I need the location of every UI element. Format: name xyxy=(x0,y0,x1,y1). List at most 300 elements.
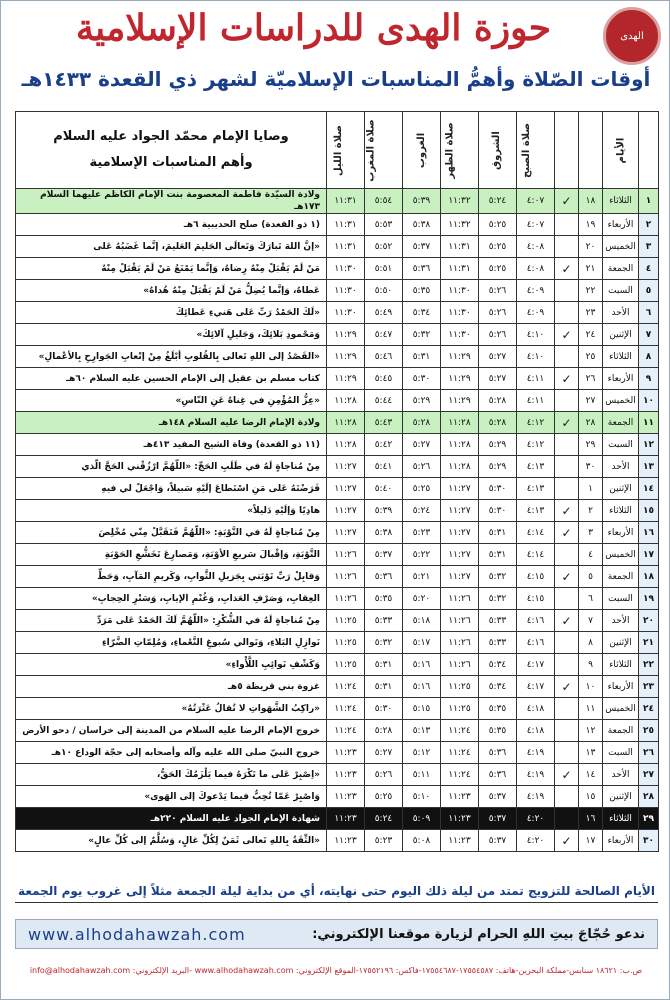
event-text: وَمَحْمودِ بَلائِكَ، وَجَليلِ آلائِكَ» xyxy=(16,324,327,346)
dhuhr-time: ١١:٢٦ xyxy=(441,632,479,654)
weekday: الجمعة xyxy=(603,258,639,280)
sunrise-time: ٥:٢٨ xyxy=(479,412,517,434)
event-text: كتاب مسلم بن عقيل إلى الإمام الحسين عليه السلام ٦٠هـ xyxy=(16,368,327,390)
maghrib-time: ٥:٣٩ xyxy=(365,500,403,522)
dhuhr-time: ١١:٢٥ xyxy=(441,698,479,720)
sunset-time: ٥:٣٠ xyxy=(403,368,441,390)
sunrise-time: ٥:٢٨ xyxy=(479,390,517,412)
weekday: الأحد xyxy=(603,456,639,478)
sunset-time: ٥:٣٩ xyxy=(403,189,441,214)
gregorian-day: ٢٥ xyxy=(579,346,603,368)
gregorian-day: ٨ xyxy=(579,632,603,654)
fajr-time: ٤:٠٩ xyxy=(517,280,555,302)
fajr-time: ٤:٠٨ xyxy=(517,258,555,280)
gregorian-day: ٣٠ xyxy=(579,456,603,478)
table-row xyxy=(16,368,659,390)
sunrise-time: ٥:٢٥ xyxy=(479,214,517,236)
month-day: ٨ xyxy=(639,346,659,368)
good-day-check xyxy=(555,544,579,566)
sunset-time: ٥:١٦ xyxy=(403,676,441,698)
table-row xyxy=(16,434,659,456)
weekday: الأربعاء xyxy=(603,214,639,236)
gregorian-day: ١٧ xyxy=(579,830,603,852)
gregorian-day: ١ xyxy=(579,478,603,500)
maghrib-time: ٥:٣٦ xyxy=(365,566,403,588)
dhuhr-time: ١١:٢٣ xyxy=(441,808,479,830)
table-row xyxy=(16,544,659,566)
sunrise-time: ٥:٣٣ xyxy=(479,610,517,632)
gregorian-day: ٢٩ xyxy=(579,434,603,456)
sunrise-time: ٥:٢٥ xyxy=(479,258,517,280)
month-day: ١٥ xyxy=(639,500,659,522)
good-day-check: ✓ xyxy=(555,189,579,214)
night-prayer-time: ١١:٣٠ xyxy=(327,280,365,302)
night-prayer-time: ١١:٢٣ xyxy=(327,830,365,852)
dhuhr-time: ١١:٢٤ xyxy=(441,764,479,786)
gregorian-day: ١٤ xyxy=(579,764,603,786)
dhuhr-time: ١١:٢٦ xyxy=(441,610,479,632)
night-prayer-time: ١١:٣١ xyxy=(327,189,365,214)
good-day-check xyxy=(555,434,579,456)
night-prayer-time: ١١:٢٨ xyxy=(327,434,365,456)
sunrise-time: ٥:٢٧ xyxy=(479,346,517,368)
fajr-time: ٤:٠٩ xyxy=(517,302,555,324)
event-text: ولادة الإمام الرضا عليه السلام ١٤٨هـ xyxy=(16,412,327,434)
sunset-time: ٥:٢٢ xyxy=(403,544,441,566)
gregorian-day: ١٠ xyxy=(579,676,603,698)
dhuhr-time: ١١:٢٤ xyxy=(441,720,479,742)
maghrib-time: ٥:٥٣ xyxy=(365,214,403,236)
dhuhr-time: ١١:٣٠ xyxy=(441,324,479,346)
good-day-check xyxy=(555,588,579,610)
table-row xyxy=(16,214,659,236)
weekday: الجمعة xyxy=(603,566,639,588)
weekday: الجمعة xyxy=(603,720,639,742)
dhuhr-time: ١١:٣٢ xyxy=(441,189,479,214)
fajr-time: ٤:٠٨ xyxy=(517,236,555,258)
sunrise-time: ٥:٣٦ xyxy=(479,764,517,786)
night-prayer-time: ١١:٢٣ xyxy=(327,764,365,786)
maghrib-time: ٥:٣٧ xyxy=(365,544,403,566)
gregorian-day: ٢٣ xyxy=(579,302,603,324)
fajr-time: ٤:١٨ xyxy=(517,720,555,742)
month-day: ٢٦ xyxy=(639,742,659,764)
description-header-line2: وأهم المناسبات الإسلامية xyxy=(89,155,253,170)
sunset-time: ٥:١٢ xyxy=(403,742,441,764)
night-prayer-time: ١١:٢٥ xyxy=(327,632,365,654)
good-day-check xyxy=(555,808,579,830)
fajr-time: ٤:١٣ xyxy=(517,478,555,500)
good-day-check xyxy=(555,698,579,720)
table-row xyxy=(16,566,659,588)
maghrib-time: ٥:٣٨ xyxy=(365,522,403,544)
table-row xyxy=(16,390,659,412)
table-row xyxy=(16,720,659,742)
month-day: ٢٧ xyxy=(639,764,659,786)
night-prayer-time: ١١:٢٤ xyxy=(327,698,365,720)
gregorian-day: ٢٠ xyxy=(579,236,603,258)
fajr-time: ٤:١٠ xyxy=(517,346,555,368)
prayer-table-wrap xyxy=(15,111,658,852)
night-prayer-time: ١١:٣١ xyxy=(327,214,365,236)
month-day: ١٣ xyxy=(639,456,659,478)
fajr-time: ٤:١٤ xyxy=(517,544,555,566)
night-prayer-time: ١١:٢٨ xyxy=(327,412,365,434)
gregorian-day: ٢١ xyxy=(579,258,603,280)
event-text: نَوازِلِ البَلاءِ، وَتَوالي سُبوغِ النَّعْماءِ، وَمُلِمّاتِ الضَّرّاءِ xyxy=(16,632,327,654)
fajr-time: ٤:١١ xyxy=(517,368,555,390)
weekday: الخميس xyxy=(603,236,639,258)
good-day-check xyxy=(555,478,579,500)
event-text: «القَصْدُ إلى اللهِ تَعالى بِالقُلوبِ أبْلَغُ مِنْ إتْعابِ الجَوارِحِ بِالأعْمالِ» xyxy=(16,346,327,368)
dhuhr-time: ١١:٢٧ xyxy=(441,478,479,500)
col-fajr: صلاة الصبح xyxy=(517,112,555,189)
good-day-check: ✓ xyxy=(555,610,579,632)
good-day-check xyxy=(555,390,579,412)
weekday: الأربعاء xyxy=(603,676,639,698)
maghrib-time: ٥:٥٤ xyxy=(365,189,403,214)
gregorian-day: ٤ xyxy=(579,544,603,566)
table-body xyxy=(16,189,659,852)
sunset-time: ٥:٢١ xyxy=(403,566,441,588)
sunrise-time: ٥:٣٢ xyxy=(479,566,517,588)
maghrib-time: ٥:٤٣ xyxy=(365,412,403,434)
table-row xyxy=(16,324,659,346)
table-row xyxy=(16,764,659,786)
page-title: أوقات الصّلاة وأهمُّ المناسبات الإسلاميّة لشهر ذي القعدة ١٤٣٣هـ xyxy=(21,67,651,91)
col-description xyxy=(16,112,327,189)
dhuhr-time: ١١:٢٨ xyxy=(441,434,479,456)
event-text: وَاصْبِرْ عَمّا تُحِبُّ فيما يَدْعوكَ إلى الهَوى» xyxy=(16,786,327,808)
col-month-day xyxy=(639,112,659,189)
gregorian-day: ٩ xyxy=(579,654,603,676)
night-prayer-time: ١١:٢٩ xyxy=(327,324,365,346)
event-text: وَكَشْفِ نَوائِبِ اللَّأْواءِ» xyxy=(16,654,327,676)
dhuhr-time: ١١:٣٠ xyxy=(441,302,479,324)
col-weekday: الأيام xyxy=(603,112,639,189)
weekday: الجمعة xyxy=(603,412,639,434)
table-row xyxy=(16,676,659,698)
sunrise-time: ٥:٢٩ xyxy=(479,456,517,478)
maghrib-time: ٥:٢٥ xyxy=(365,786,403,808)
gregorian-day: ١١ xyxy=(579,698,603,720)
maghrib-time: ٥:٢٣ xyxy=(365,830,403,852)
night-prayer-time: ١١:٣٠ xyxy=(327,258,365,280)
maghrib-time: ٥:٥٠ xyxy=(365,280,403,302)
weekday: الأربعاء xyxy=(603,522,639,544)
fajr-time: ٤:١٣ xyxy=(517,500,555,522)
sunrise-time: ٥:٣٠ xyxy=(479,478,517,500)
good-day-check xyxy=(555,654,579,676)
good-day-check: ✓ xyxy=(555,522,579,544)
good-day-check: ✓ xyxy=(555,566,579,588)
table-row xyxy=(16,302,659,324)
night-prayer-time: ١١:٢٣ xyxy=(327,786,365,808)
sunset-time: ٥:٢٩ xyxy=(403,390,441,412)
maghrib-time: ٥:٥٢ xyxy=(365,236,403,258)
gregorian-day: ٧ xyxy=(579,610,603,632)
col-good-days xyxy=(555,112,579,189)
event-text: مَنْ لَمْ يَقْبَلْ مِنْهُ رِضاهُ، وَإنَّما يَمْنَعُ مَنْ لَمْ يَقْبَلْ مِنْهُ xyxy=(16,258,327,280)
night-prayer-time: ١١:٢٧ xyxy=(327,456,365,478)
website-link[interactable]: www.alhodahawzah.com xyxy=(28,924,246,944)
event-text: (١ ذو القعدة) صلح الحديبية ٦هـ xyxy=(16,214,327,236)
night-prayer-time: ١١:٢٤ xyxy=(327,676,365,698)
month-day: ١ xyxy=(639,189,659,214)
weekday: الإثنين xyxy=(603,478,639,500)
night-prayer-time: ١١:٣٠ xyxy=(327,302,365,324)
table-row xyxy=(16,236,659,258)
month-day: ١٩ xyxy=(639,588,659,610)
table-row xyxy=(16,742,659,764)
sunset-time: ٥:٢٦ xyxy=(403,456,441,478)
fajr-time: ٤:١٩ xyxy=(517,742,555,764)
event-text: «الثِّقَةُ بِاللهِ تَعالى ثَمَنٌ لِكُلِّ غالٍ، وَسُلَّمٌ إلى كُلِّ عالٍ» xyxy=(16,830,327,852)
sunset-time: ٥:١٣ xyxy=(403,720,441,742)
night-prayer-time: ١١:٢٦ xyxy=(327,544,365,566)
month-day: ٢٤ xyxy=(639,698,659,720)
fajr-time: ٤:١٥ xyxy=(517,566,555,588)
maghrib-time: ٥:٤٦ xyxy=(365,346,403,368)
gregorian-day: ٢٤ xyxy=(579,324,603,346)
sunset-time: ٥:١٦ xyxy=(403,654,441,676)
fajr-time: ٤:١١ xyxy=(517,390,555,412)
maghrib-time: ٥:٤١ xyxy=(365,456,403,478)
col-sunset: الغروب xyxy=(403,112,441,189)
good-day-check xyxy=(555,720,579,742)
sunset-time: ٥:٣٨ xyxy=(403,214,441,236)
fajr-time: ٤:١٧ xyxy=(517,676,555,698)
gregorian-day: ١٢ xyxy=(579,720,603,742)
fajr-time: ٤:٠٧ xyxy=(517,214,555,236)
month-day: ١١ xyxy=(639,412,659,434)
sunset-time: ٥:٢٣ xyxy=(403,522,441,544)
event-text: «لَكَ الحَمْدُ رَبِّ عَلى هَنيءِ عَطائِكَ xyxy=(16,302,327,324)
month-day: ١٠ xyxy=(639,390,659,412)
gregorian-day: ٢٨ xyxy=(579,412,603,434)
weekday: الأربعاء xyxy=(603,368,639,390)
table-row xyxy=(16,588,659,610)
sunrise-time: ٥:٣٤ xyxy=(479,654,517,676)
night-prayer-time: ١١:٢٦ xyxy=(327,588,365,610)
event-text: «عِزُّ المُؤْمِنِ في غِناهُ عَنِ النّاسِ» xyxy=(16,390,327,412)
dhuhr-time: ١١:٢٤ xyxy=(441,742,479,764)
weekday: السبت xyxy=(603,434,639,456)
maghrib-time: ٥:٤٤ xyxy=(365,390,403,412)
fajr-time: ٤:١٢ xyxy=(517,434,555,456)
event-text: التَّوْبَةِ، وَإقْبالَ سَريعِ الأوْبَةِ، وَمَصارِعَ تَخَشُّعِ الحَوْبَةِ xyxy=(16,544,327,566)
sunrise-time: ٥:٢٦ xyxy=(479,302,517,324)
seal-text: الهدى xyxy=(620,30,644,42)
weekday: الخميس xyxy=(603,544,639,566)
night-prayer-time: ١١:٢٥ xyxy=(327,610,365,632)
col-sep-oct xyxy=(579,112,603,189)
month-day: ٧ xyxy=(639,324,659,346)
event-text: مِنْ مُناجاةٍ لَهُ في طَلَبِ الحَجِّ: «اللّهُمَّ ارْزُقْني الحَجَّ الّذي xyxy=(16,456,327,478)
good-day-check xyxy=(555,632,579,654)
event-text: عَطاهُ، وَإنَّما يُضِلُّ مَنْ لَمْ يَقْبَلْ مِنْهُ هُداهُ» xyxy=(16,280,327,302)
sunrise-time: ٥:٣٧ xyxy=(479,830,517,852)
gregorian-day: ٣ xyxy=(579,522,603,544)
night-prayer-time: ١١:٢٧ xyxy=(327,478,365,500)
maghrib-time: ٥:٣٠ xyxy=(365,698,403,720)
dhuhr-time: ١١:٢٩ xyxy=(441,346,479,368)
weekday: الأربعاء xyxy=(603,830,639,852)
dhuhr-time: ١١:٣١ xyxy=(441,236,479,258)
fajr-time: ٤:١٤ xyxy=(517,522,555,544)
sunset-time: ٥:٠٩ xyxy=(403,808,441,830)
sunset-time: ٥:١١ xyxy=(403,764,441,786)
gregorian-day: ١٩ xyxy=(579,214,603,236)
night-prayer-time: ١١:٢٩ xyxy=(327,346,365,368)
maghrib-time: ٥:٣٥ xyxy=(365,588,403,610)
sunrise-time: ٥:٣٧ xyxy=(479,808,517,830)
sunrise-time: ٥:٣٤ xyxy=(479,676,517,698)
sunset-time: ٥:٣٧ xyxy=(403,236,441,258)
sunset-time: ٥:١٧ xyxy=(403,632,441,654)
sunset-time: ٥:١٨ xyxy=(403,610,441,632)
sunrise-time: ٥:٣٢ xyxy=(479,588,517,610)
sunrise-time: ٥:٢٤ xyxy=(479,189,517,214)
dhuhr-time: ١١:٢٣ xyxy=(441,786,479,808)
month-day: ١٢ xyxy=(639,434,659,456)
month-day: ٩ xyxy=(639,368,659,390)
sunset-time: ٥:٢٠ xyxy=(403,588,441,610)
maghrib-time: ٥:٥١ xyxy=(365,258,403,280)
table-row xyxy=(16,786,659,808)
good-day-check xyxy=(555,742,579,764)
event-text: «إنَّ اللهَ تَبارَكَ وَتَعالَى الحَليمَ العَليمَ، إنَّما غَضَبُهُ عَلى xyxy=(16,236,327,258)
good-day-check xyxy=(555,786,579,808)
weekday: الخميس xyxy=(603,390,639,412)
sunrise-time: ٥:٢٦ xyxy=(479,280,517,302)
event-text: وَقابِلْ رَبِّ تَوْبَتي بِجَزيلِ الثَّوابِ، وَكَريمِ المَآبِ، وَحَطِّ xyxy=(16,566,327,588)
gregorian-day: ٥ xyxy=(579,566,603,588)
month-day: ١٨ xyxy=(639,566,659,588)
night-prayer-time: ١١:٢٦ xyxy=(327,566,365,588)
weekday: الثلاثاء xyxy=(603,808,639,830)
dhuhr-time: ١١:٢٣ xyxy=(441,830,479,852)
prayer-times-table xyxy=(15,111,659,852)
gregorian-day: ١٣ xyxy=(579,742,603,764)
fajr-time: ٤:٠٧ xyxy=(517,189,555,214)
night-prayer-time: ١١:٢٣ xyxy=(327,808,365,830)
month-day: ٣ xyxy=(639,236,659,258)
month-day: ٢١ xyxy=(639,632,659,654)
good-day-check: ✓ xyxy=(555,830,579,852)
weekday: الأحد xyxy=(603,302,639,324)
weekday: الثلاثاء xyxy=(603,654,639,676)
maghrib-time: ٥:٢٧ xyxy=(365,742,403,764)
sunrise-time: ٥:٣٥ xyxy=(479,698,517,720)
good-day-check: ✓ xyxy=(555,324,579,346)
maghrib-time: ٥:٤٠ xyxy=(365,478,403,500)
event-text: خروج النبيّ صلى الله عليه وآله وأصحابه إلى حجّة الوداع ١٠هـ xyxy=(16,742,327,764)
table-row xyxy=(16,500,659,522)
table-row xyxy=(16,808,659,830)
col-sunrise: الشروق xyxy=(479,112,517,189)
month-day: ١٤ xyxy=(639,478,659,500)
event-text: (١١ ذو القعدة) وفاة الشيخ المفيد ٤١٣هـ xyxy=(16,434,327,456)
gregorian-day: ٦ xyxy=(579,588,603,610)
table-row xyxy=(16,610,659,632)
good-day-check xyxy=(555,214,579,236)
good-day-check: ✓ xyxy=(555,258,579,280)
col-night-prayer: صلاة الليل xyxy=(327,112,365,189)
month-day: ٢٢ xyxy=(639,654,659,676)
sunset-time: ٥:٠٨ xyxy=(403,830,441,852)
table-row xyxy=(16,456,659,478)
maghrib-time: ٥:٤٩ xyxy=(365,302,403,324)
maghrib-time: ٥:٣٣ xyxy=(365,610,403,632)
month-day: ١٦ xyxy=(639,522,659,544)
good-day-check xyxy=(555,456,579,478)
weekday: الثلاثاء xyxy=(603,189,639,214)
event-text: «راكِبُ الشَّهَواتِ لا تُقالُ عَثْرَتُهُ» xyxy=(16,698,327,720)
night-prayer-time: ١١:٢٧ xyxy=(327,522,365,544)
table-row xyxy=(16,258,659,280)
event-text: «اِصْبِرْ عَلى ما تَكْرَهُ فيما يَلْزَمُكَ الحَقُّ، xyxy=(16,764,327,786)
month-day: ٢٠ xyxy=(639,610,659,632)
dhuhr-time: ١١:٢٨ xyxy=(441,456,479,478)
sunset-time: ٥:٢٥ xyxy=(403,478,441,500)
night-prayer-time: ١١:٢٨ xyxy=(327,390,365,412)
gregorian-day: ٢٦ xyxy=(579,368,603,390)
maghrib-time: ٥:٣١ xyxy=(365,676,403,698)
maghrib-time: ٥:٢٤ xyxy=(365,808,403,830)
maghrib-time: ٥:٤٥ xyxy=(365,368,403,390)
dhuhr-time: ١١:٢٩ xyxy=(441,368,479,390)
sunrise-time: ٥:٣١ xyxy=(479,522,517,544)
gregorian-day: ٢٧ xyxy=(579,390,603,412)
dhuhr-time: ١١:٢٩ xyxy=(441,390,479,412)
fajr-time: ٤:٢٠ xyxy=(517,808,555,830)
fajr-time: ٤:٢٠ xyxy=(517,830,555,852)
sunrise-time: ٥:٣٦ xyxy=(479,742,517,764)
sunrise-time: ٥:٣٧ xyxy=(479,786,517,808)
sunset-time: ٥:٢٨ xyxy=(403,412,441,434)
sunrise-time: ٥:٣٠ xyxy=(479,500,517,522)
month-day: ٦ xyxy=(639,302,659,324)
table-row xyxy=(16,280,659,302)
table-row xyxy=(16,632,659,654)
event-text: فَرَضْتَهُ عَلى مَنِ اسْتَطاعَ إلَيْهِ سَبيلاً، وَاجْعَلْ لي فيهِ xyxy=(16,478,327,500)
fajr-time: ٤:١٥ xyxy=(517,588,555,610)
weekday: السبت xyxy=(603,742,639,764)
gregorian-day: ١٨ xyxy=(579,189,603,214)
dhuhr-time: ١١:٢٦ xyxy=(441,588,479,610)
table-row xyxy=(16,698,659,720)
event-text: مِنْ مُناجاةٍ لَهُ في الشُّكْرِ: «اللّهُمَّ لَكَ الحَمْدُ عَلى مَرَدِّ xyxy=(16,610,327,632)
table-row xyxy=(16,346,659,368)
good-day-check: ✓ xyxy=(555,412,579,434)
dhuhr-time: ١١:٢٨ xyxy=(441,412,479,434)
gregorian-day: ١٦ xyxy=(579,808,603,830)
dhuhr-time: ١١:٣١ xyxy=(441,258,479,280)
sunset-time: ٥:١٥ xyxy=(403,698,441,720)
fajr-time: ٤:١٨ xyxy=(517,698,555,720)
col-maghrib: صلاة المغرب xyxy=(365,112,403,189)
fajr-time: ٤:١٧ xyxy=(517,654,555,676)
dhuhr-time: ١١:٢٧ xyxy=(441,522,479,544)
fajr-time: ٤:١٦ xyxy=(517,610,555,632)
night-prayer-time: ١١:٣١ xyxy=(327,236,365,258)
sunset-time: ٥:١٠ xyxy=(403,786,441,808)
good-day-check xyxy=(555,236,579,258)
good-day-check: ✓ xyxy=(555,368,579,390)
table-row xyxy=(16,654,659,676)
fajr-time: ٤:١٠ xyxy=(517,324,555,346)
